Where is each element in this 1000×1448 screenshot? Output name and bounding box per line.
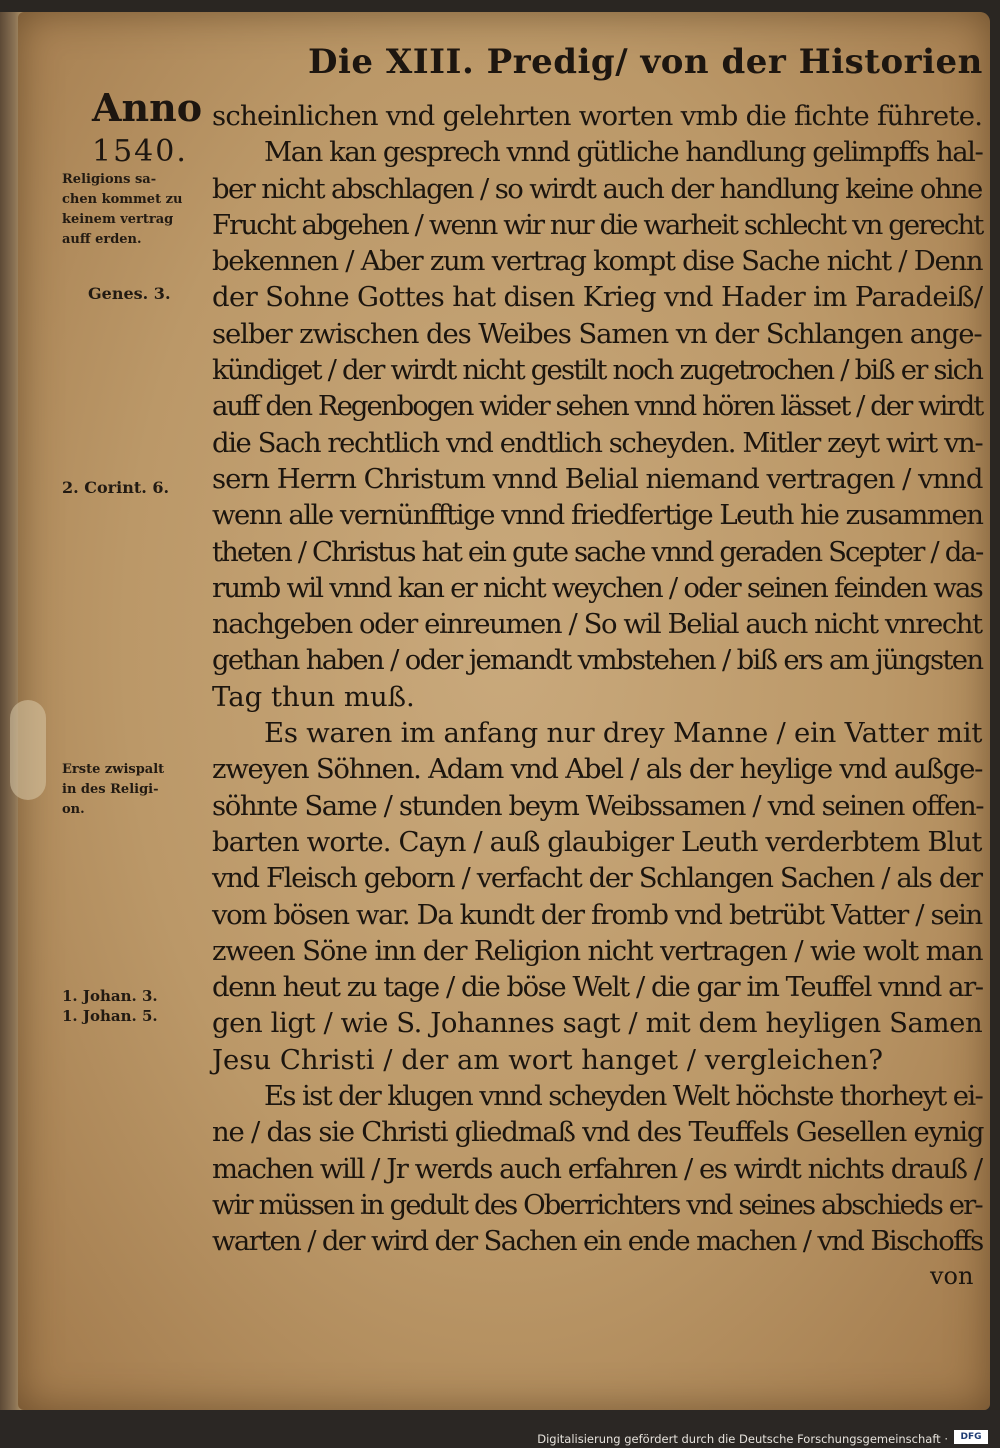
text-line: die Sach rechtlich vnd endtlich scheyden. Mitler zeyt wirt vn- <box>212 426 983 459</box>
text-line: ber nicht abschlagen / so wirdt auch der handlung keine ohne <box>212 172 982 205</box>
page-header: Die XIII. Predig/ von der Historien <box>308 42 983 82</box>
text-line: Es ist der klugen vnnd scheyden Welt höchste thorheyt ei- <box>264 1080 983 1113</box>
dfg-logo-icon: DFG <box>954 1430 988 1444</box>
text-line: zweyen Söhnen. Adam vnd Abel / als der heylige vnd außge- <box>212 753 983 786</box>
text-line: warten / der wird der Sachen ein ende machen / vnd Bischoffs <box>212 1225 983 1258</box>
margin-date <box>92 86 202 169</box>
text-line: söhnte Same / stunden beym Weibssamen / vnd seinen offen- <box>212 789 984 822</box>
margin-note-religion: Religions sa- chen kommet zu keinem vertrag auff erden. <box>62 172 183 247</box>
text-line: Frucht abgehen / wenn wir nur die warheit schlecht vn gerecht <box>212 208 983 241</box>
text-line: vnd Fleisch geborn / verfacht der Schlangen Sachen / als der <box>212 862 982 895</box>
text-line: Jesu Christi / der am wort hanget / vergleichen? <box>212 1043 884 1076</box>
text-line: nachgeben oder einreumen / So wil Belial auch nicht vnrecht <box>212 608 982 641</box>
text-line: barten worte. Cayn / auß glaubiger Leuth verderbtem Blut <box>212 825 982 858</box>
text-line: selber zwischen des Weibes Samen vn der Schlangen ange- <box>212 317 982 350</box>
margin-note-john: 1. Johan. 3. 1. Johan. 5. <box>62 987 158 1025</box>
margin-year: 1540. <box>92 134 188 169</box>
funding-notice: Digitalisierung gefördert durch die Deutsche Forschungsgemeinschaft · <box>537 1432 948 1446</box>
text-line: wir müssen in gedult des Oberrichters vnd seines abschieds er- <box>212 1188 982 1221</box>
text-line: ne / das sie Christi gliedmaß vnd des Teuffels Gesellen eynig <box>212 1116 984 1149</box>
text-line: gen ligt / wie S. Johannes sagt / mit dem heyligen Samen <box>212 1007 983 1040</box>
text-line: der Sohne Gottes hat disen Krieg vnd Hader im Paradeiß/ <box>212 281 983 314</box>
margin-note-first-schism: Erste zwispalt in des Religi- on. <box>62 762 165 817</box>
text-line: wenn alle vernünfftige vnnd friedfertige Leuth hie zusammen <box>212 499 983 532</box>
page-clip <box>10 700 46 800</box>
body-text <box>212 98 982 1260</box>
text-line: Man kan gesprech vnnd gütliche handlung gelimpffs hal- <box>264 136 983 169</box>
text-line: Es waren im anfang nur drey Manne / ein Vatter mit <box>264 717 983 750</box>
text-line: kündiget / der wirdt nicht gestilt noch zugetrochen / biß er sich <box>212 354 983 387</box>
text-line: rumb wil vnnd kan er nicht weychen / oder seinen feinden was <box>212 571 982 604</box>
text-line: auff den Regenbogen wider sehen vnnd hören lässet / der wirdt <box>212 390 983 423</box>
footer-bar <box>0 1410 1000 1448</box>
text-line: machen will / Jr werds auch erfahren / es wirdt nichts drauß / <box>212 1152 982 1185</box>
text-line: Tag thun muß. <box>212 680 415 713</box>
text-line: gethan haben / oder jemandt vmbstehen / biß ers am jüngsten <box>212 644 983 677</box>
text-line: denn heut zu tage / die böse Welt / die gar im Teuffel vnnd ar- <box>212 971 983 1004</box>
margin-note-corinthians: 2. Corint. 6. <box>62 478 170 497</box>
margin-anno: Anno <box>92 85 203 130</box>
text-line: theten / Christus hat ein gute sache vnnd geraden Scepter / da- <box>212 535 983 568</box>
text-line: bekennen / Aber zum vertrag kompt dise Sache nicht / Denn <box>212 245 983 278</box>
catchword: von <box>930 1262 974 1290</box>
text-line: zween Söne inn der Religion nicht vertragen / wie wolt man <box>212 934 983 967</box>
text-line: scheinlichen vnd gelehrten worten vmb die fichte führete. <box>212 100 983 132</box>
text-line: sern Herrn Christum vnnd Belial niemand vertragen / vnnd <box>212 462 983 495</box>
text-line: vom bösen war. Da kundt der fromb vnd betrübt Vatter / sein <box>212 898 982 931</box>
margin-note-genesis: Genes. 3. <box>88 284 171 303</box>
